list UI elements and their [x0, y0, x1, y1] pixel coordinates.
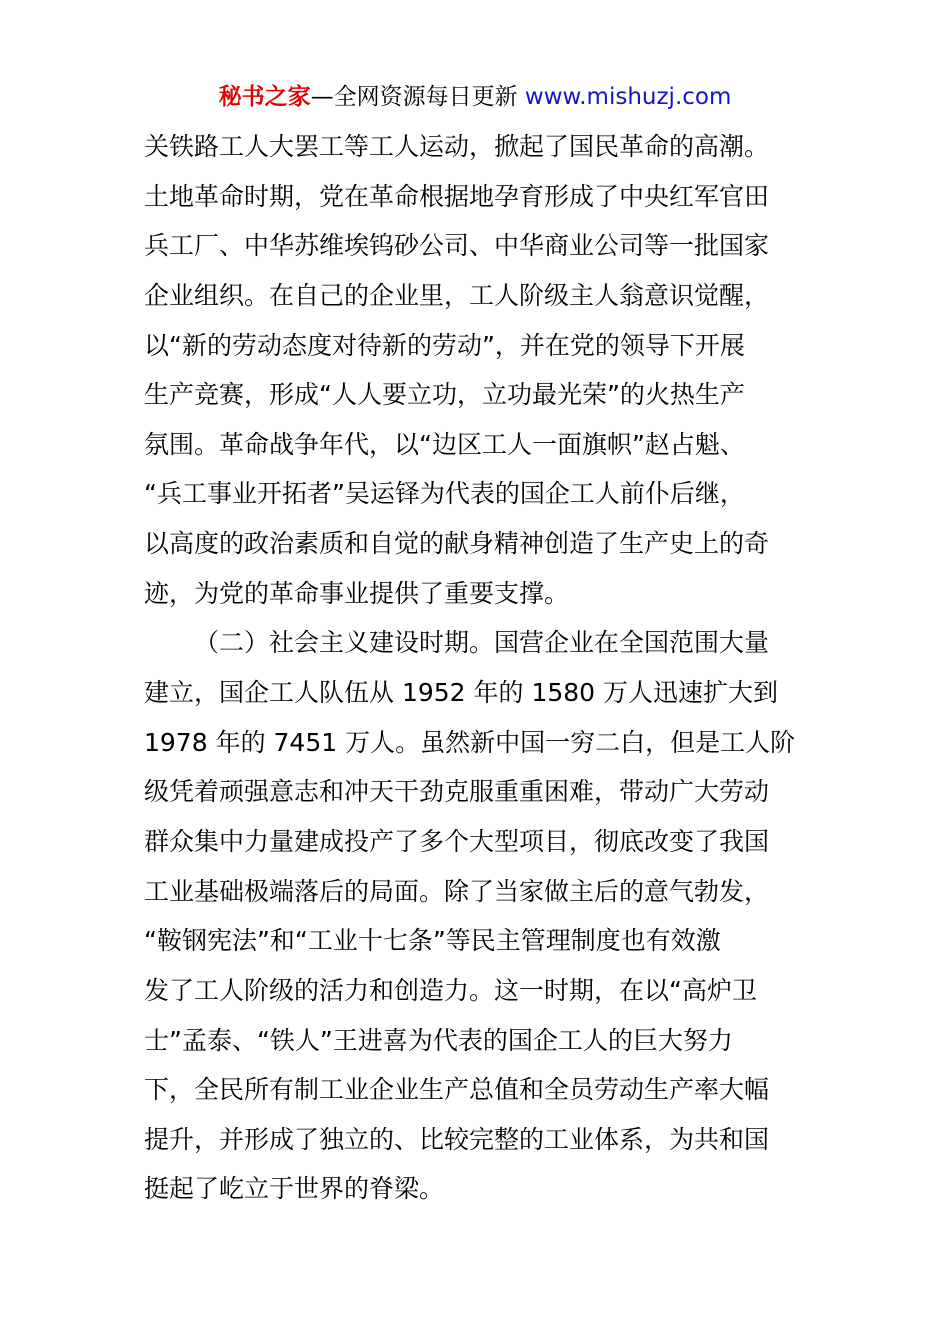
- text-line: 士”孟泰、“铁人”王进喜为代表的国企工人的巨大努力: [144, 1025, 733, 1055]
- text-line: 企业组织。在自己的企业里，工人阶级主人翁意识觉醒，: [144, 280, 770, 310]
- text-line: “兵工事业开拓者”吴运铎为代表的国企工人前仆后继，: [144, 479, 745, 509]
- site-tagline: —全网资源每日更新: [310, 84, 518, 110]
- text-line: 建立，国企工人队伍从 1952 年的 1580 万人迅速扩大到: [144, 678, 779, 708]
- text-line: 挺起了屹立于世界的脊梁。: [144, 1174, 445, 1204]
- text-line: 迹，为党的革命事业提供了重要支撑。: [144, 578, 570, 608]
- text-line: 级凭着顽强意志和冲天干劲克服重重困难，带动广大劳动: [144, 777, 770, 807]
- site-url[interactable]: www.mishuzj.com: [524, 84, 732, 110]
- text-line: 关铁路工人大罢工等工人运动，掀起了国民革命的高潮。: [144, 132, 770, 161]
- text-line: 以高度的政治素质和自觉的献身精神创造了生产史上的奇: [144, 529, 770, 559]
- text-line: 工业基础极端落后的局面。除了当家做主后的意气勃发，: [144, 876, 770, 906]
- section-heading-line: （二）社会主义建设时期。国营企业在全国范围大量: [194, 628, 770, 658]
- text-line: 发了工人阶级的活力和创造力。这一时期，在以“高炉卫: [144, 975, 757, 1005]
- site-brand: 秘书之家: [218, 84, 311, 110]
- text-line: 下，全民所有制工业企业生产总值和全员劳动生产率大幅: [144, 1075, 770, 1105]
- text-line: “鞍钢宪法”和“工业十七条”等民主管理制度也有效激: [144, 926, 721, 956]
- page-header: [0, 80, 950, 114]
- text-line: 土地革命时期，党在革命根据地孕育形成了中央红军官田: [144, 181, 770, 211]
- text-line: 以“新的劳动态度对待新的劳动”，并在党的领导下开展: [144, 330, 745, 360]
- text-line: 兵工厂、中华苏维埃钨砂公司、中华商业公司等一批国家: [144, 231, 770, 261]
- text-line: 1978 年的 7451 万人。虽然新中国一穷二白，但是工人阶: [144, 727, 796, 757]
- text-line: 生产竞赛，形成“人人要立功，立功最光荣”的火热生产: [144, 380, 745, 410]
- document-body: [144, 122, 809, 1214]
- text-line: 群众集中力量建成投产了多个大型项目，彻底改变了我国: [144, 826, 770, 856]
- text-line: 提升，并形成了独立的、比较完整的工业体系，为共和国: [144, 1124, 770, 1154]
- text-line: 氛围。革命战争年代，以“边区工人一面旗帜”赵占魁、: [144, 429, 745, 459]
